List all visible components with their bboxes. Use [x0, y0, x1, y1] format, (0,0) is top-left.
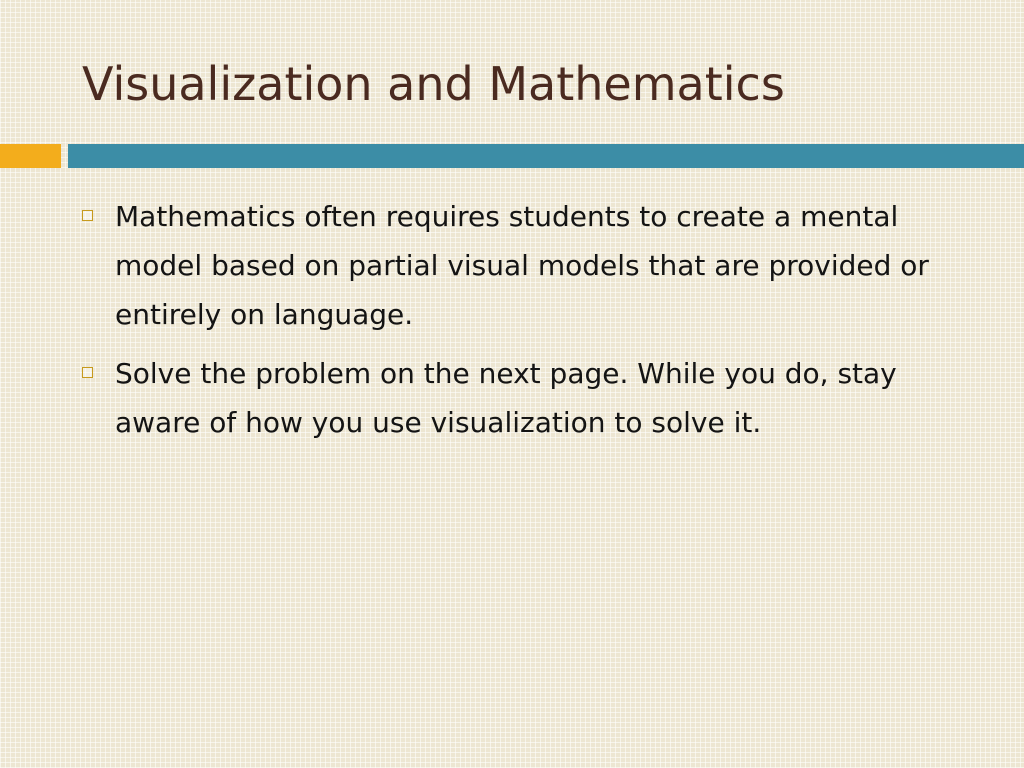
slide-title: Visualization and Mathematics: [82, 57, 785, 111]
accent-bar: [0, 144, 61, 168]
bullet-list: [82, 192, 982, 457]
square-outline-icon: [82, 210, 93, 221]
bullet-item: [82, 349, 982, 447]
bullet-text: Mathematics often requires students to create a mental model based on partial visual models that are provided or entirely on language.: [115, 200, 929, 331]
square-outline-icon: [82, 367, 93, 378]
bullet-text: Solve the problem on the next page. While you do, stay aware of how you use visualization to solve it.: [115, 357, 897, 439]
divider-bar: [68, 144, 1024, 168]
bullet-item: [82, 192, 982, 339]
